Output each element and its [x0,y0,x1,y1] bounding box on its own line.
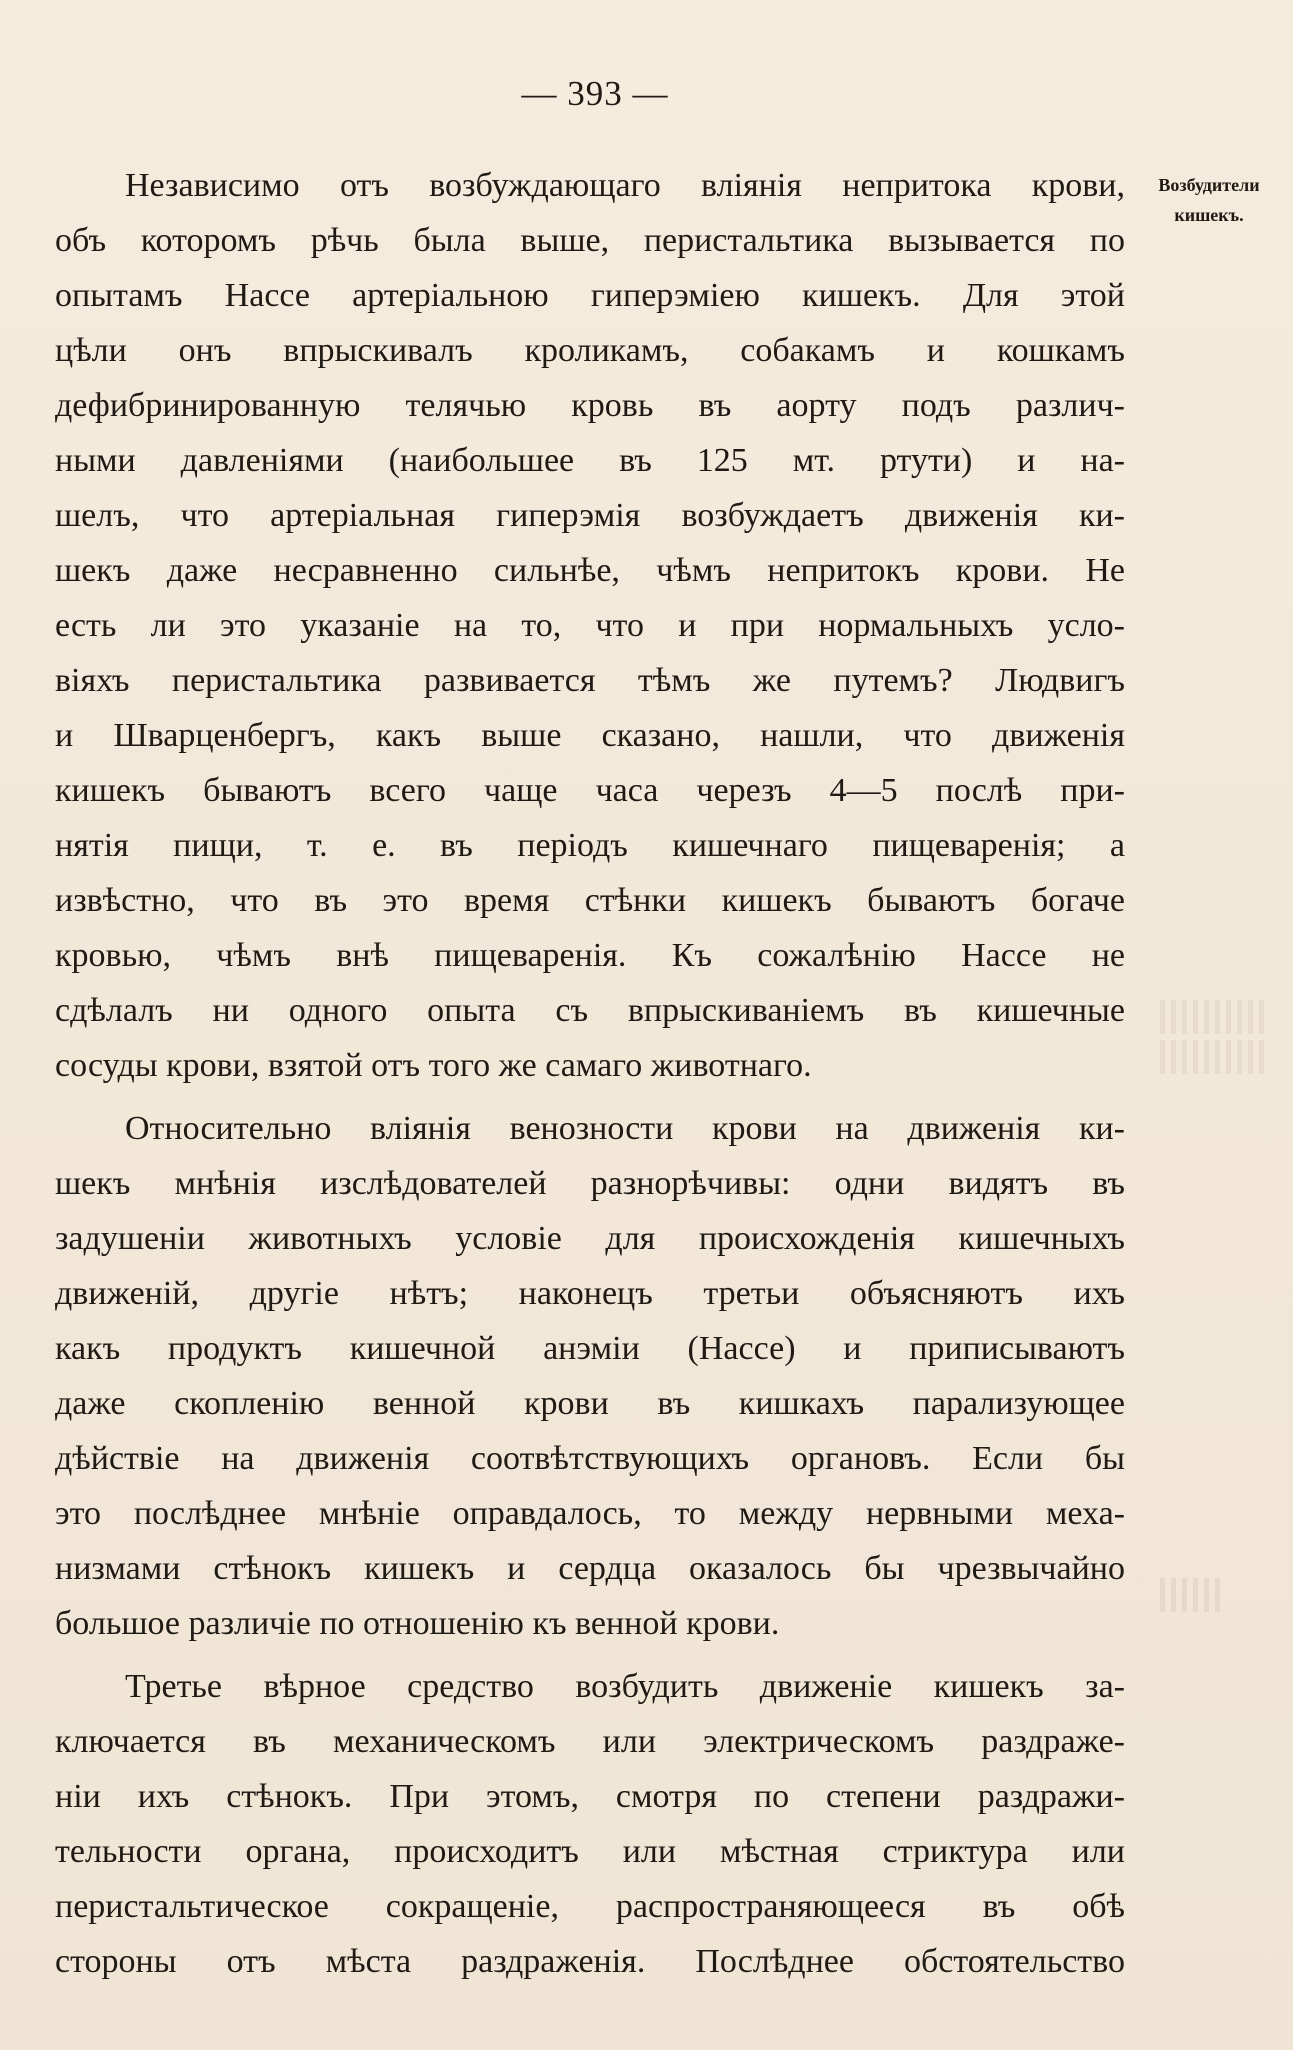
text-line: задушеніи животныхъ условіе для происхожденія кишечныхъ [55,1220,1125,1257]
text-line: нятія пищи, т. е. въ періодъ кишечнаго пищеваренія; а [55,827,1125,864]
show-through-mark [1160,1578,1220,1612]
text-line: шекъ даже несравненно сильнѣе, чѣмъ непритокъ крови. Не [55,552,1125,589]
text-line: ными давленіями (наибольшее въ 125 мт. ртути) и на- [55,442,1125,479]
margin-note-line: Возбудители [1158,175,1260,195]
margin-note [1144,170,1274,230]
text-line: и Шварценбергъ, какъ выше сказано, нашли, что движенія [55,717,1125,754]
text-line: какъ продуктъ кишечной анэміи (Нассе) и приписываютъ [55,1330,1125,1367]
text-line: движеній, другіе нѣтъ; наконецъ третьи объясняютъ ихъ [55,1275,1125,1312]
text-line: опытамъ Нассе артеріальною гиперэміею кишекъ. Для этой [55,277,1125,314]
text-line: дѣйствіе на движенія соотвѣтствующихъ органовъ. Если бы [55,1440,1125,1477]
text-line: стороны отъ мѣста раздраженія. Послѣднее обстоятельство [55,1943,1125,1980]
text-line: кишекъ бываютъ всего чаще часа черезъ 4—5 послѣ при- [55,772,1125,809]
text-line: есть ли это указаніе на то, что и при нормальныхъ усло- [55,607,1125,644]
text-line: сдѣлалъ ни одного опыта съ впрыскиваніемъ въ кишечные [55,992,1125,1029]
text-line: ніи ихъ стѣнокъ. При этомъ, смотря по степени раздражи- [55,1778,1125,1815]
text-line: кровью, чѣмъ внѣ пищеваренія. Къ сожалѣнію Нассе не [55,937,1125,974]
text-line: цѣли онъ впрыскивалъ кроликамъ, собакамъ и кошкамъ [55,332,1125,369]
text-line: сосуды крови, взятой отъ того же самаго животнаго. [55,1047,812,1084]
text-line: Независимо отъ возбуждающаго вліянія непритока крови, [125,167,1125,204]
text-line: низмами стѣнокъ кишекъ и сердца оказалось бы чрезвычайно [55,1550,1125,1587]
page-number: — 393 — [521,74,669,113]
body-text [55,158,1125,1989]
text-line: ключается въ механическомъ или электрическомъ раздраже- [55,1723,1125,1760]
text-line: шекъ мнѣнія изслѣдователей разнорѣчивы: одни видятъ въ [55,1165,1125,1202]
show-through-mark [1160,1000,1270,1034]
text-line: тельности органа, происходитъ или мѣстная стриктура или [55,1833,1125,1870]
text-line: большое различіе по отношенію къ венной крови. [55,1605,780,1642]
text-line: дефибринированную телячью кровь въ аорту подъ различ- [55,387,1125,424]
text-line: віяхъ перистальтика развивается тѣмъ же путемъ? Людвигъ [55,662,1125,699]
text-line: даже скопленію венной крови въ кишкахъ парализующее [55,1385,1125,1422]
text-line: это послѣднее мнѣніе оправдалось, то между нервными меха- [55,1495,1125,1532]
paragraph-gap [55,1093,1125,1101]
text-line: извѣстно, что въ это время стѣнки кишекъ бываютъ богаче [55,882,1125,919]
show-through-mark [1160,1040,1270,1074]
margin-note-line: кишекъ. [1174,205,1244,225]
text-line: Относительно вліянія венозности крови на движенія ки- [125,1110,1125,1147]
text-line: перистальтическое сокращеніе, распространяющееся въ обѣ [55,1888,1125,1925]
paragraph-gap [55,1651,1125,1659]
text-line: объ которомъ рѣчь была выше, перистальтика вызывается по [55,222,1125,259]
text-line: шелъ, что артеріальная гиперэмія возбуждаетъ движенія ки- [55,497,1125,534]
text-line: Третье вѣрное средство возбудить движеніе кишекъ за- [125,1668,1125,1705]
